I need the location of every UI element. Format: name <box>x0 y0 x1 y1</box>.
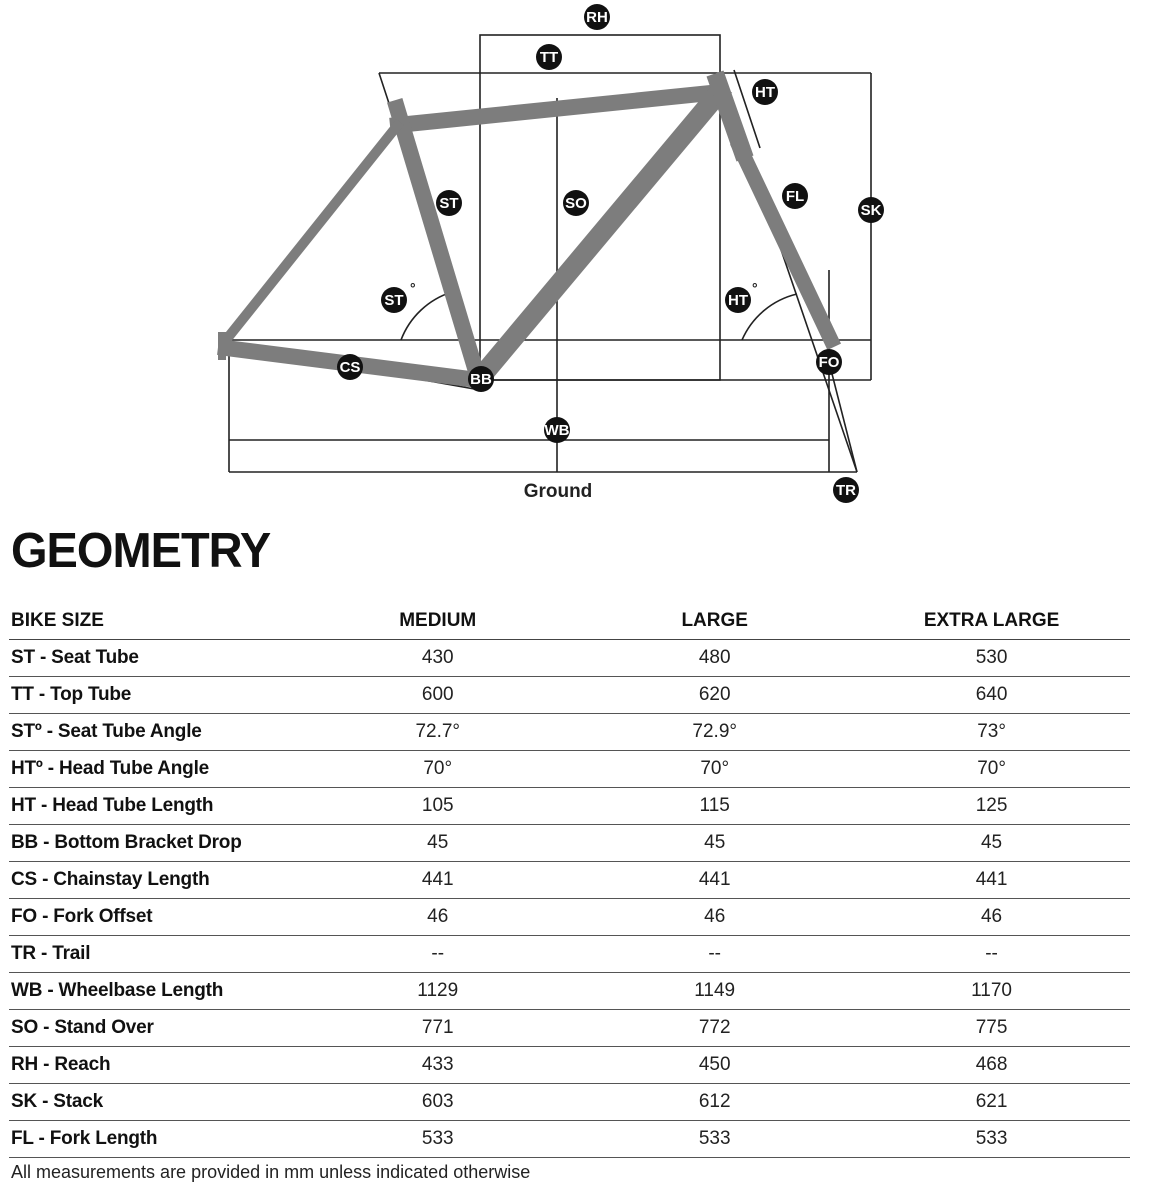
table-row <box>9 973 1130 1010</box>
ht-marker <box>752 79 778 105</box>
fl-marker <box>782 183 808 209</box>
cell-large: 450 <box>576 1047 853 1084</box>
svg-text:SO: SO <box>565 195 587 212</box>
cell-medium: 533 <box>299 1121 576 1158</box>
cell-extra-large: 621 <box>853 1084 1130 1121</box>
st-marker <box>436 190 462 216</box>
down-tube <box>480 94 718 378</box>
table-row <box>9 677 1130 714</box>
cell-large: 441 <box>576 862 853 899</box>
cell-large: 612 <box>576 1084 853 1121</box>
cell-large: 115 <box>576 788 853 825</box>
cell-large: -- <box>576 936 853 973</box>
svg-text:°: ° <box>410 280 416 296</box>
cell-large: 533 <box>576 1121 853 1158</box>
cell-large: 46 <box>576 899 853 936</box>
row-label: BB - Bottom Bracket Drop <box>9 825 299 862</box>
ground-label: Ground <box>523 481 593 502</box>
svg-text:SK: SK <box>860 202 882 219</box>
cell-medium: 603 <box>299 1084 576 1121</box>
row-label: WB - Wheelbase Length <box>9 973 299 1010</box>
row-label: SK - Stack <box>9 1084 299 1121</box>
table-row <box>9 862 1130 899</box>
tr-marker <box>833 477 859 503</box>
svg-text:RH: RH <box>586 9 608 26</box>
svg-text:WB: WB <box>544 422 570 439</box>
so-marker <box>563 190 589 216</box>
cell-large: 480 <box>576 640 853 677</box>
cell-medium: 105 <box>299 788 576 825</box>
table-row <box>9 788 1130 825</box>
svg-text:°: ° <box>752 280 758 296</box>
cell-medium: 45 <box>299 825 576 862</box>
table-row <box>9 1010 1130 1047</box>
row-label: TT - Top Tube <box>9 677 299 714</box>
cell-extra-large: 530 <box>853 640 1130 677</box>
cell-medium: 46 <box>299 899 576 936</box>
svg-text:FO: FO <box>818 354 840 371</box>
row-label: RH - Reach <box>9 1047 299 1084</box>
cell-extra-large: 125 <box>853 788 1130 825</box>
cell-medium: 771 <box>299 1010 576 1047</box>
svg-text:ST: ST <box>384 292 404 309</box>
bike-geometry-diagram <box>0 0 1150 515</box>
cell-medium: 441 <box>299 862 576 899</box>
fo-marker <box>816 349 842 375</box>
cell-extra-large: 468 <box>853 1047 1130 1084</box>
fork-blade <box>740 148 831 340</box>
bike-frame <box>222 82 831 380</box>
column-header-bike-size: BIKE SIZE <box>9 603 299 640</box>
svg-text:HT: HT <box>755 84 775 101</box>
table-row <box>9 899 1130 936</box>
top-tube <box>398 92 720 125</box>
sk-marker <box>858 197 884 223</box>
row-label: CS - Chainstay Length <box>9 862 299 899</box>
tt-marker <box>536 44 562 70</box>
svg-text:ST: ST <box>439 195 459 212</box>
cell-extra-large: 533 <box>853 1121 1130 1158</box>
cell-large: 772 <box>576 1010 853 1047</box>
cell-extra-large: 1170 <box>853 973 1130 1010</box>
wb-marker <box>544 417 570 443</box>
table-header-row <box>9 603 1130 640</box>
cell-extra-large: 441 <box>853 862 1130 899</box>
cell-extra-large: -- <box>853 936 1130 973</box>
geometry-table <box>9 603 1130 1158</box>
rh-marker <box>584 4 610 30</box>
cell-large: 72.9° <box>576 714 853 751</box>
table-row <box>9 1047 1130 1084</box>
cell-medium: 1129 <box>299 973 576 1010</box>
cell-medium: 70° <box>299 751 576 788</box>
row-label: FL - Fork Length <box>9 1121 299 1158</box>
table-row <box>9 936 1130 973</box>
svg-text:TT: TT <box>539 49 559 66</box>
row-label: STº - Seat Tube Angle <box>9 714 299 751</box>
cell-medium: 72.7° <box>299 714 576 751</box>
geometry-title: GEOMETRY <box>11 521 271 578</box>
cell-extra-large: 45 <box>853 825 1130 862</box>
column-header-medium: MEDIUM <box>299 603 576 640</box>
cell-large: 1149 <box>576 973 853 1010</box>
cell-extra-large: 70° <box>853 751 1130 788</box>
cell-medium: -- <box>299 936 576 973</box>
cell-extra-large: 73° <box>853 714 1130 751</box>
cell-large: 45 <box>576 825 853 862</box>
seat-stay <box>226 126 397 340</box>
table-row <box>9 751 1130 788</box>
head-tube <box>718 82 742 150</box>
table-row <box>9 1084 1130 1121</box>
cs-marker <box>337 354 363 380</box>
svg-text:FL: FL <box>785 188 805 205</box>
bb-marker <box>468 366 494 392</box>
seat-tube <box>397 108 478 378</box>
row-label: HTº - Head Tube Angle <box>9 751 299 788</box>
svg-text:BB: BB <box>470 371 492 388</box>
cell-extra-large: 640 <box>853 677 1130 714</box>
row-label: ST - Seat Tube <box>9 640 299 677</box>
svg-text:HT: HT <box>728 292 748 309</box>
svg-text:TR: TR <box>836 482 856 499</box>
column-header-extra-large: EXTRA LARGE <box>853 603 1130 640</box>
st-angle-marker <box>381 280 416 313</box>
table-row <box>9 714 1130 751</box>
cell-medium: 430 <box>299 640 576 677</box>
trail-line <box>829 362 857 472</box>
cell-extra-large: 46 <box>853 899 1130 936</box>
diagram-labels <box>337 4 884 503</box>
row-label: HT - Head Tube Length <box>9 788 299 825</box>
cell-large: 620 <box>576 677 853 714</box>
column-header-large: LARGE <box>576 603 853 640</box>
table-row <box>9 640 1130 677</box>
cell-medium: 433 <box>299 1047 576 1084</box>
svg-text:CS: CS <box>339 359 361 376</box>
row-label: TR - Trail <box>9 936 299 973</box>
row-label: SO - Stand Over <box>9 1010 299 1047</box>
measurement-note: All measurements are provided in mm unless indicated otherwise <box>11 1162 531 1182</box>
cell-medium: 600 <box>299 677 576 714</box>
table-row <box>9 825 1130 862</box>
row-label: FO - Fork Offset <box>9 899 299 936</box>
cell-extra-large: 775 <box>853 1010 1130 1047</box>
table-row <box>9 1121 1130 1158</box>
seat-tube-angle-arc <box>401 292 452 340</box>
ht-angle-marker <box>725 280 758 313</box>
cell-large: 70° <box>576 751 853 788</box>
